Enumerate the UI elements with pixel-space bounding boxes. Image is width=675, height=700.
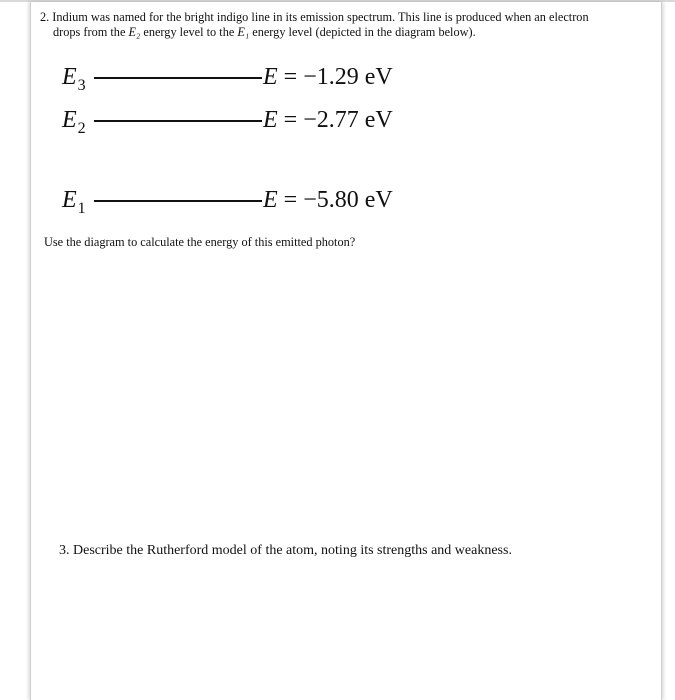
- level-e1-energy: [263, 185, 393, 215]
- level-e2-energy-symbol: E: [263, 107, 278, 133]
- question-2-line-2-mid: energy level to the: [140, 25, 238, 39]
- question-2: [40, 10, 630, 40]
- level-e3-equals: =: [283, 64, 298, 90]
- level-e1-subscript: 1: [77, 200, 86, 217]
- photon-energy-prompt: Use the diagram to calculate the energy of this emitted photon?: [44, 235, 356, 249]
- level-e1-symbol: E: [62, 187, 77, 213]
- question-2-line-1: 2. Indium was named for the bright indigo line in its emission spectrum. This line is produced when an electron: [40, 10, 589, 24]
- level-e3-value: −1.29 eV: [303, 64, 393, 90]
- question-2-e1-symbol: E₁: [237, 25, 250, 39]
- energy-level-e3: [0, 62, 675, 96]
- level-e1-energy-symbol: E: [263, 187, 278, 213]
- level-e2-line: [94, 120, 262, 122]
- level-e3-subscript: 3: [77, 77, 86, 94]
- question-2-line-2-prefix: drops from the: [53, 25, 129, 39]
- question-2-line-2: [40, 25, 630, 40]
- level-e2-value: −2.77 eV: [303, 107, 393, 133]
- question-2-e2-symbol: E₂: [128, 25, 141, 39]
- level-e3-energy-symbol: E: [263, 64, 278, 90]
- level-e3-symbol: E: [62, 64, 77, 90]
- level-e1-label: [62, 185, 86, 224]
- level-e2-equals: =: [283, 107, 298, 133]
- level-e2-label: [62, 105, 86, 144]
- level-e1-value: −5.80 eV: [303, 187, 393, 213]
- energy-level-e1: [0, 185, 675, 219]
- level-e2-energy: [263, 105, 393, 135]
- question-2-line-2-suffix: energy level (depicted in the diagram below).: [249, 25, 476, 39]
- question-3: 3. Describe the Rutherford model of the atom, noting its strengths and weakness.: [59, 543, 512, 558]
- level-e2-subscript: 2: [77, 120, 86, 137]
- level-e3-label: [62, 62, 86, 101]
- level-e1-line: [94, 200, 262, 202]
- level-e3-line: [94, 77, 262, 79]
- level-e1-equals: =: [283, 187, 298, 213]
- energy-level-e2: [0, 105, 675, 139]
- level-e2-symbol: E: [62, 107, 77, 133]
- level-e3-energy: [263, 62, 393, 92]
